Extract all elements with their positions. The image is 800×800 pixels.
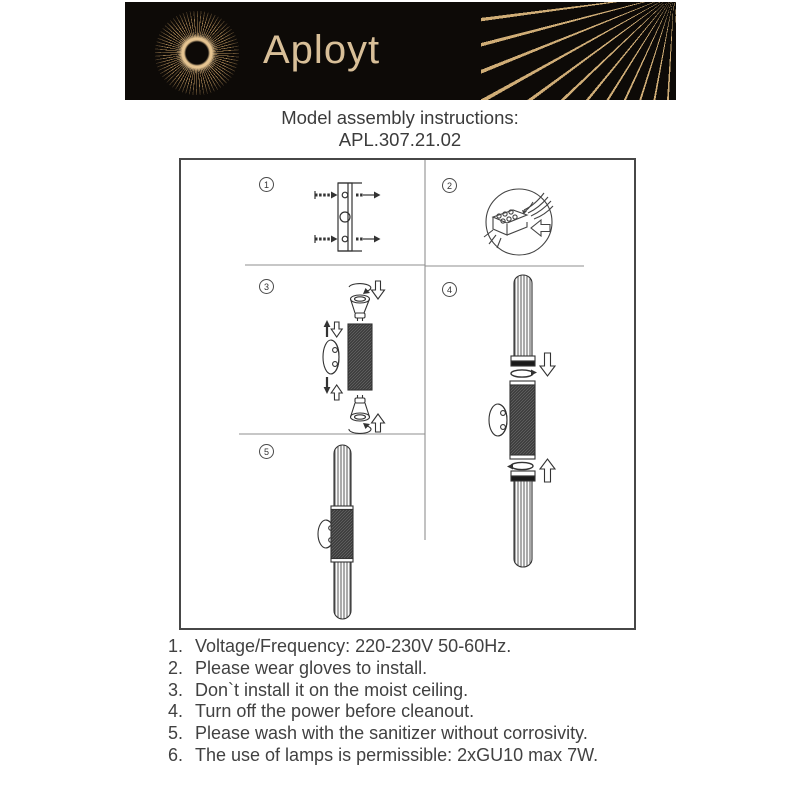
sunburst-logo-core: [155, 11, 239, 95]
instruction-item: 1. Voltage/Frequency: 220-230V 50-60Hz.: [188, 636, 680, 658]
brand-banner: [125, 2, 676, 100]
instruction-list: [150, 636, 680, 767]
step-2-badge: 2: [442, 178, 457, 193]
step-3-badge: 3: [259, 279, 274, 294]
instruction-item: 2. Please wear gloves to install.: [188, 658, 680, 680]
model-number: APL.307.21.02: [338, 129, 462, 150]
step2-wiring-detail-diagram: [484, 189, 553, 255]
step-1-badge: 1: [259, 177, 274, 192]
step4-tubes-exploded-diagram: [489, 275, 555, 567]
instruction-item: 3. Don`t install it on the moist ceiling.: [188, 680, 680, 702]
brand-name: Aployt: [263, 28, 381, 72]
instruction-items: [150, 636, 680, 767]
assembly-diagram-box: [179, 158, 636, 630]
instruction-item: 6. The use of lamps is permissible: 2xGU10 max 7W.: [188, 745, 680, 767]
step1-mounting-plate-diagram: [315, 183, 381, 251]
corner-rays-icon: [481, 2, 676, 100]
step-4-badge: 4: [442, 282, 457, 297]
instruction-item: 4. Turn off the power before cleanout.: [188, 701, 680, 723]
instruction-item: 5. Please wash with the sanitizer without corrosivity.: [188, 723, 680, 745]
step-5-badge: 5: [259, 444, 274, 459]
title-line: Model assembly instructions:: [281, 107, 519, 128]
document-title: [0, 107, 800, 151]
step3-bulbs-shade-diagram: [323, 281, 385, 433]
step5-assembled-lamp-diagram: [318, 445, 353, 619]
assembly-diagrams: [181, 160, 634, 628]
